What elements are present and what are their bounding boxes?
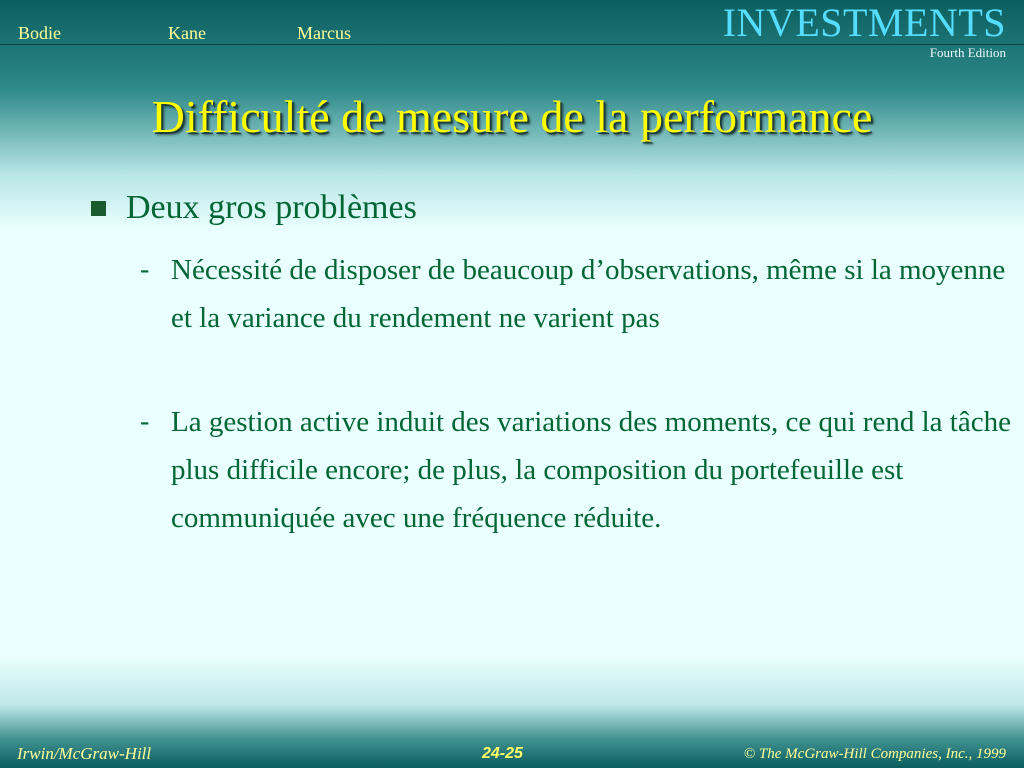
sub-bullet-text: Nécessité de disposer de beaucoup d’observations, même si la moyenne et la variance du rendement ne varient pas bbox=[171, 254, 1006, 334]
brand-title: INVESTMENTS bbox=[722, 0, 1006, 45]
sub-bullet-text: La gestion active induit des variations des moments, ce qui rend la tâche plus difficile encore; de plus, la composition du portefeuille est communiquée avec une fréquence réduite. bbox=[171, 406, 1011, 534]
authors-header bbox=[0, 22, 440, 44]
footer-publisher: Irwin/McGraw-Hill bbox=[17, 744, 152, 763]
author-kane: Kane bbox=[168, 23, 206, 43]
bullet-item bbox=[88, 186, 988, 230]
sub-bullet-item bbox=[140, 398, 1020, 590]
square-bullet-icon bbox=[91, 201, 106, 216]
dash-bullet-icon: - bbox=[140, 406, 150, 437]
dash-bullet-icon: - bbox=[140, 254, 150, 285]
footer-copyright: © The McGraw-Hill Companies, Inc., 1999 bbox=[743, 746, 1006, 762]
author-bodie: Bodie bbox=[18, 23, 61, 43]
slide-title: Difficulté de mesure de la performance bbox=[151, 91, 873, 142]
brand-edition: Fourth Edition bbox=[929, 45, 1006, 60]
author-marcus: Marcus bbox=[297, 23, 351, 43]
brand-block bbox=[723, 0, 1006, 60]
bullet-text: Deux gros problèmes bbox=[126, 189, 417, 226]
sub-bullet-item bbox=[140, 246, 1020, 390]
page-number: 24-25 bbox=[482, 745, 523, 762]
